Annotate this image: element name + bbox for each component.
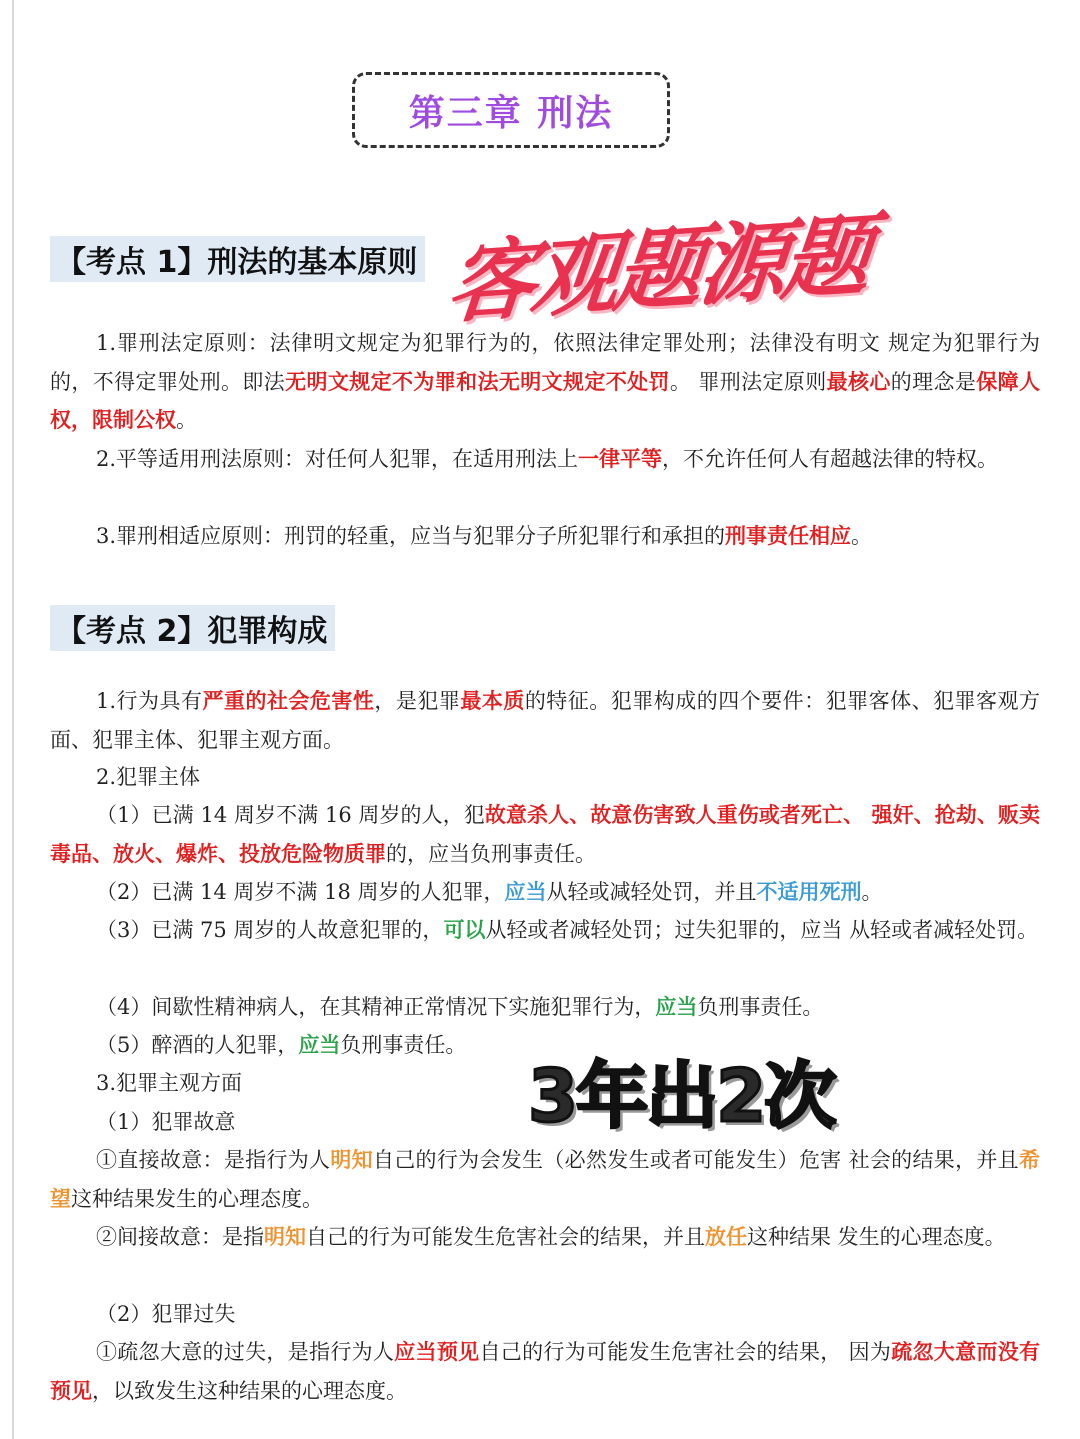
highlight-text: 刑事责任相应 — [725, 524, 852, 548]
text-run: ①疏忽大意的过失，是指行为人 — [96, 1340, 395, 1364]
text-run: 2.平等适用刑法原则：对任何人犯罪，在适用刑法上 — [96, 447, 579, 471]
s2-paragraph-2: 2.犯罪主体 — [96, 765, 201, 789]
s2-paragraph-13 — [50, 1333, 1040, 1410]
highlight-text: 故意杀人、故意伤害致人重伤或者死亡、 强奸、抢劫、贩卖毒品、放火、爆炸、投放危险物质罪 — [50, 803, 1040, 866]
highlight-text: 应当预见 — [394, 1340, 480, 1364]
text-run: ，不允许任何人有超越法律的特权。 — [662, 447, 999, 471]
text-run: 3.罪刑相适应原则：刑罚的轻重，应当与犯罪分子所犯罪行和承担的 — [96, 524, 726, 548]
text-run: 的理念是 — [890, 369, 977, 394]
chapter-title: 第三章 刑法 — [408, 92, 614, 134]
s2-paragraph-3 — [50, 796, 1040, 873]
highlight-text: 明知 — [264, 1225, 306, 1249]
s1-paragraph-2 — [50, 440, 1040, 479]
highlight-text: 放任 — [705, 1225, 747, 1249]
page-left-rule — [12, 0, 14, 1439]
highlight-text: 应当 — [655, 995, 698, 1019]
text-run: ②间接故意：是指 — [96, 1225, 264, 1249]
text-run: （3）已满 75 周岁的人故意犯罪的， — [96, 918, 444, 942]
text-run: 自己的行为会发生（必然发生或者可能发生）危害 社会的结果，并且 — [372, 1148, 1019, 1172]
stamp-frequency: 3年出2次 — [528, 1054, 835, 1138]
text-run: 。 罪刑法定原则 — [669, 369, 827, 394]
highlight-text: 应当 — [298, 1033, 341, 1057]
highlight-text: 严重的社会危害性 — [202, 689, 375, 713]
text-run: （1）已满 14 周岁不满 16 周岁的人，犯 — [96, 803, 485, 827]
text-run: 自己的行为可能发生危害社会的结果， 因为 — [479, 1340, 892, 1364]
text-run: 自己的行为可能发生危害社会的结果，并且 — [306, 1225, 705, 1249]
highlight-text: 保障人权，限制公权 — [50, 369, 1041, 433]
text-run: 。 — [176, 408, 197, 433]
text-run: 从轻或者减轻处罚；过失犯罪的，应当 从轻或者减轻处罚。 — [485, 918, 1039, 942]
s2-paragraph-11 — [50, 1218, 1040, 1257]
stamp-title: 客观题源题 — [442, 201, 873, 337]
text-run: ，以致发生这种结果的心理态度。 — [92, 1378, 407, 1403]
s2-paragraph-10 — [50, 1141, 1040, 1218]
chapter-title-box — [352, 72, 670, 148]
text-run: 。 — [861, 880, 883, 904]
text-run: 负刑事责任。 — [340, 1033, 467, 1057]
text-run: 这种结果发生的心理态度。 — [71, 1186, 323, 1211]
highlight-text: 疏忽大意而没有预见 — [50, 1340, 1041, 1403]
s2-paragraph-8: 3.犯罪主观方面 — [96, 1071, 243, 1095]
text-run: （5）醉酒的人犯罪， — [96, 1033, 299, 1057]
text-run: 。 — [851, 524, 873, 548]
highlight-text: 无明文规定不为罪和法无明文规定不处罚 — [285, 369, 670, 394]
text-run: 1.行为具有 — [96, 689, 203, 713]
text-run: 从轻或减轻处罚，并且 — [546, 880, 757, 904]
highlight-text: 希望 — [50, 1148, 1040, 1211]
highlight-text: 最本质 — [460, 689, 525, 713]
text-run: ①直接故意：是指行为人 — [96, 1148, 331, 1172]
highlight-text: 最核心 — [826, 369, 891, 394]
s2-paragraph-4 — [50, 873, 1040, 912]
section-heading-1: 【考点 1】刑法的基本原则 — [50, 236, 425, 282]
text-run: 的特征。犯罪构成的四个要件：犯罪客体、犯罪客观方面、犯罪主体、犯罪主观方面。 — [50, 689, 1041, 752]
text-run: ，是犯罪 — [374, 689, 461, 713]
s2-paragraph-6 — [50, 988, 1040, 1027]
s2-paragraph-5 — [50, 911, 1040, 950]
s2-paragraph-1 — [50, 682, 1040, 759]
s1-paragraph-3 — [50, 517, 1040, 556]
text-run: （4）间歇性精神病人，在其精神正常情况下实施犯罪行为， — [96, 995, 656, 1019]
highlight-text: 可以 — [443, 918, 486, 942]
text-run: 负刑事责任。 — [697, 995, 824, 1019]
s1-paragraph-1 — [50, 324, 1040, 440]
text-run: 1.罪刑法定原则：法律明文规定为犯罪行为的，依照法律定罪处刑；法律没有明文 规定为犯罪行为的，不得定罪处刑。即法 — [50, 331, 1040, 394]
section-heading-2: 【考点 2】犯罪构成 — [50, 605, 335, 651]
s2-paragraph-12: （2）犯罪过失 — [96, 1302, 236, 1326]
text-run: 的，应当负刑事责任。 — [386, 841, 596, 866]
s2-paragraph-9: （1）犯罪故意 — [96, 1110, 236, 1134]
highlight-text: 一律平等 — [578, 447, 663, 471]
highlight-text: 明知 — [330, 1148, 373, 1172]
highlight-text: 不适用死刑 — [756, 880, 862, 904]
text-run: 这种结果 发生的心理态度。 — [747, 1225, 1006, 1249]
highlight-text: 应当 — [504, 880, 547, 904]
text-run: （2）已满 14 周岁不满 18 周岁的人犯罪， — [96, 880, 505, 904]
